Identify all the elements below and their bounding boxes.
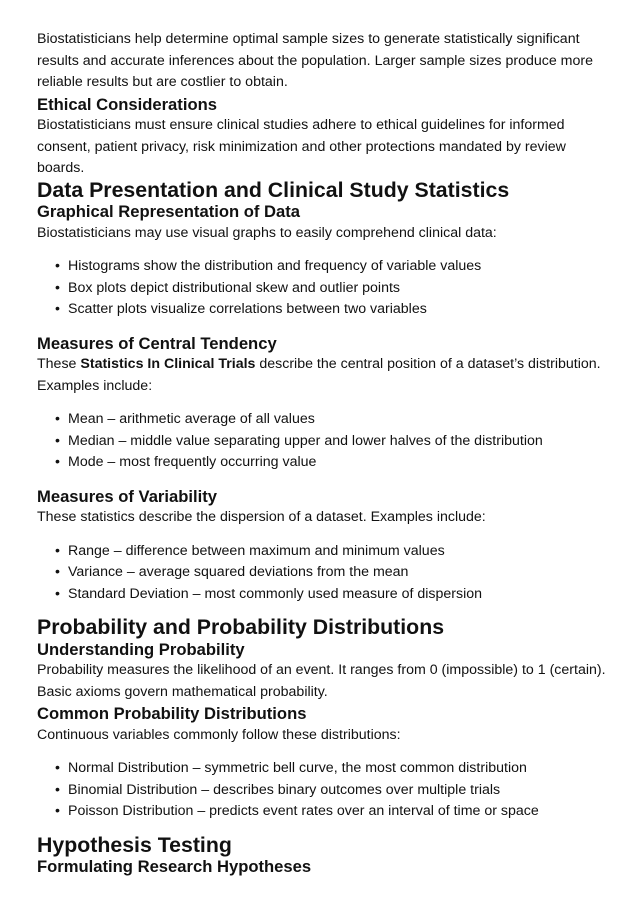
bullet-icon: • [55,279,60,296]
bullet-icon: • [55,454,60,470]
bullet-icon: • [55,432,60,449]
list-item: • Mean – arithmetic average of all values [37,409,612,431]
distributions-list [37,758,612,823]
heading-variability: Measures of Variability [37,486,218,506]
list-item: • Binomial Distribution – describes binary outcomes over multiple trials [37,780,612,802]
bullet-icon: • [55,585,60,602]
heading-understanding-probability: Understanding Probability [37,639,245,659]
list-item: • Histograms show the distribution and frequency of variable values [37,256,612,278]
list-item: • Normal Distribution – symmetric bell curve, the most common distribution [37,758,612,780]
bullet-icon: • [55,542,60,559]
statistics-in-clinical-trials-emphasis: Statistics In Clinical Trials [80,356,256,372]
heading-ethical-considerations: Ethical Considerations [37,94,217,114]
understanding-paragraph: Probability measures the likelihood of an event. It ranges from 0 (impossible) to 1 (certain). Basic axioms govern mathematical probability. [37,662,606,700]
bullet-icon: • [55,781,60,798]
variability-paragraph: These statistics describe the dispersion of a dataset. Examples include: [37,509,486,525]
heading-probability: Probability and Probability Distributions [37,615,445,639]
list-item: • Standard Deviation – most commonly used measure of dispersion [37,584,612,606]
heading-data-presentation: Data Presentation and Clinical Study Statistics [37,177,510,202]
heading-formulating-hypotheses: Formulating Research Hypotheses [37,857,312,876]
heading-common-distributions: Common Probability Distributions [37,704,307,723]
list-item: • Poisson Distribution – predicts event rates over an interval of time or space [37,801,612,823]
ethical-paragraph: Biostatisticians must ensure clinical studies adhere to ethical guidelines for informed consent, patient privacy, risk minimization and other protections mandated by review boards. [37,117,566,176]
list-item: • Scatter plots visualize correlations between two variables [37,299,612,321]
list-item: • Box plots depict distributional skew and outlier points [37,278,612,300]
list-item: • Mode – most frequently occurring value [37,452,612,474]
bullet-icon: • [55,760,60,776]
distributions-paragraph: Continuous variables commonly follow these distributions: [37,726,401,743]
bullet-icon: • [55,411,60,427]
graphical-paragraph: Biostatisticians may use visual graphs to easily comprehend clinical data: [37,224,497,241]
heading-graphical-representation: Graphical Representation of Data [37,202,301,221]
intro-paragraph: Biostatisticians help determine optimal sample sizes to generate statistically significant results and accurate inferences about the population. Larger sample sizes produce more reliable results but are costlier to obtain. [37,31,594,90]
list-item: • Range – difference between maximum and minimum values [37,541,612,563]
list-item: • Median – middle value separating upper and lower halves of the distribution [37,431,612,453]
bullet-icon: • [55,301,60,317]
graphical-list [37,256,612,321]
heading-central-tendency: Measures of Central Tendency [37,333,277,353]
document-page [37,29,612,878]
bullet-icon: • [55,803,60,819]
list-item: • Variance – average squared deviations from the mean [37,562,612,584]
bullet-icon: • [55,258,60,274]
heading-hypothesis-testing: Hypothesis Testing [37,832,232,857]
variability-list [37,541,612,606]
central-list [37,409,612,474]
central-paragraph: These Statistics In Clinical Trials describe the central position of a dataset’s distribution. Examples include: [37,356,601,394]
bullet-icon: • [55,564,60,580]
